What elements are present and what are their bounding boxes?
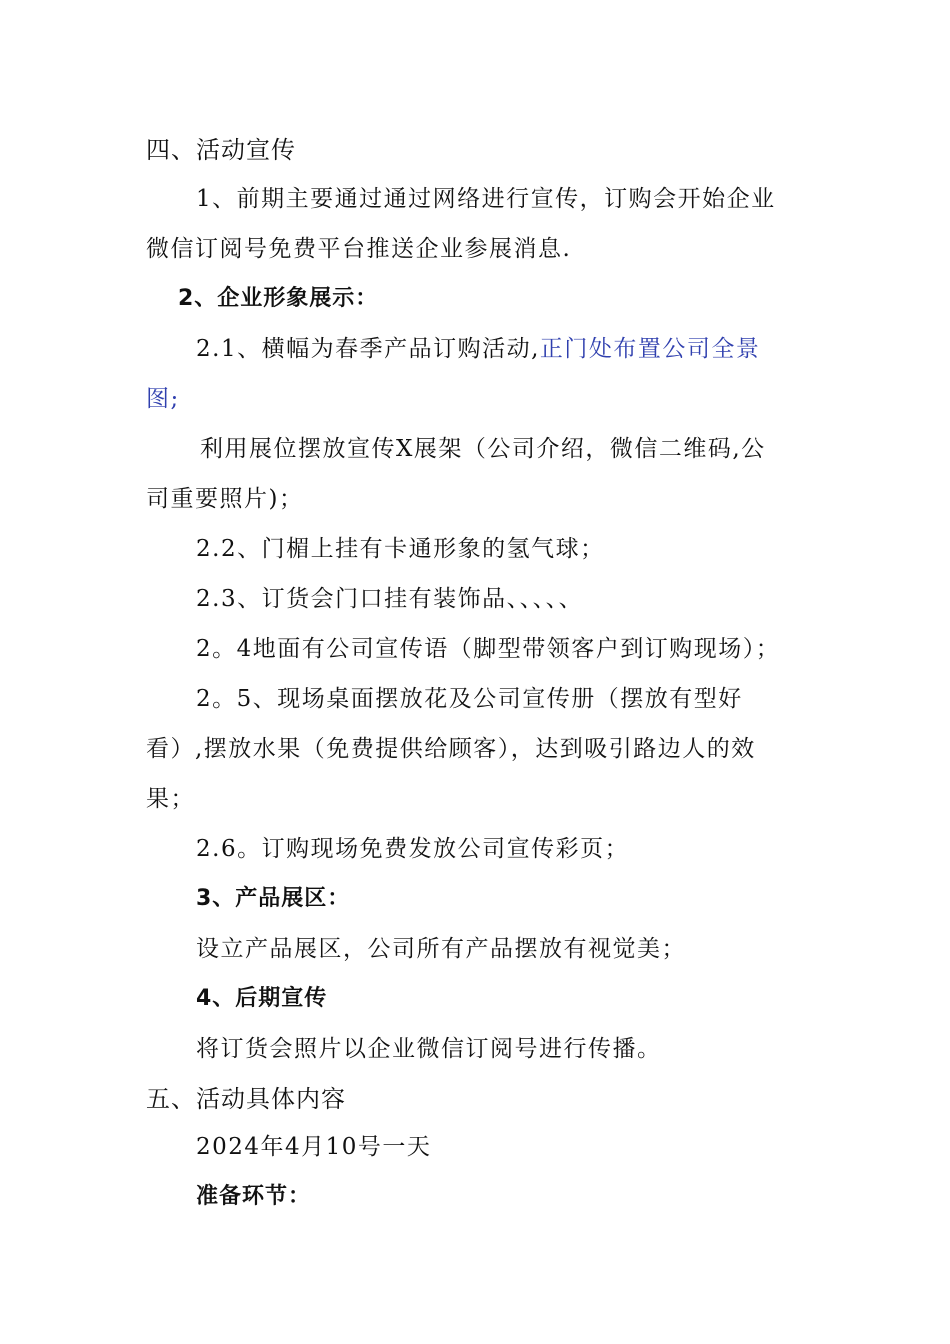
item-3-text: 设立产品展区，公司所有产品摆放有视觉美； <box>196 936 686 962</box>
item-2-2: 2.2、门楣上挂有卡通形象的氢气球； <box>196 536 605 562</box>
item-2-1-line-2: 图; <box>146 386 180 412</box>
section-5-date: 2024年4月10号一天 <box>196 1134 432 1160</box>
item-4-title: 4、后期宣传 <box>196 986 328 1011</box>
section-4-title: 四、活动宣传 <box>146 136 296 164</box>
section-5-title: 五、活动具体内容 <box>146 1085 346 1113</box>
item-2-6: 2.6。订购现场免费发放公司宣传彩页； <box>196 836 630 862</box>
item-2-1-highlight: 正门处布置公司全景 <box>539 336 761 362</box>
item-1-line-2: 微信订阅号免费平台推送企业参展消息. <box>146 236 572 262</box>
item-2-5-line-2: 看）,摆放水果（免费提供给顾客），达到吸引路边人的效 <box>146 736 756 762</box>
item-1-line-1: 1、前期主要通过通过网络进行宣传，订购会开始企业 <box>196 186 776 212</box>
item-4-text: 将订货会照片以企业微信订阅号进行传播。 <box>196 1036 662 1062</box>
item-3-title: 3、产品展区： <box>196 886 351 911</box>
item-2-1-display-line-1: 利用展位摆放宣传X展架（公司介绍，微信二维码,公 <box>200 436 766 462</box>
item-2-5-line-3: 果； <box>146 786 195 812</box>
item-2-3: 2.3、订货会门口挂有装饰品、、、、、 <box>196 586 584 612</box>
item-2-4: 2。4地面有公司宣传语（脚型带领客户到订购现场）； <box>196 636 781 662</box>
item-2-5-line-1: 2。5、现场桌面摆放花及公司宣传册（摆放有型好 <box>196 686 743 712</box>
item-2-1-display-line-2: 司重要照片)； <box>146 486 304 512</box>
item-2-1-text: 2.1、横幅为春季产品订购活动, <box>196 336 540 362</box>
item-2-title: 2、企业形象展示： <box>178 286 379 311</box>
item-2-1-line-1 <box>196 334 950 364</box>
prep-title: 准备环节： <box>196 1184 312 1209</box>
